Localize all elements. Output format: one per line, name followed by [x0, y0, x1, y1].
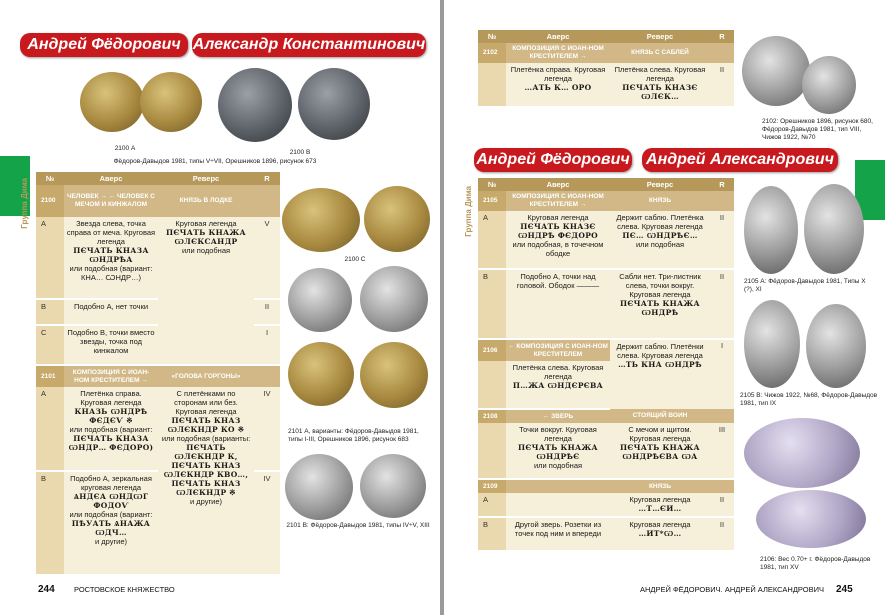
section-number: 2100: [36, 185, 64, 217]
caption-2105b: 2105 В: Чижов 1922, №68, Фёдоров-Давыдов 1981, тип IX: [740, 392, 878, 407]
header-no: №: [36, 172, 64, 185]
header-reverse: Реверс: [610, 178, 710, 191]
reverse-legend: ПЄЧАТЬ КНАЖА ѠЛЄКСАНДР: [166, 228, 246, 246]
reverse-legend: ПЄЧАТЬ КНАЗ ѠЛЄКНДР КО ※: [167, 416, 245, 434]
rarity: IV: [254, 471, 280, 575]
header-reverse: Реверс: [158, 172, 254, 185]
row-letter: А: [478, 493, 506, 517]
obverse-text: Подобно В, точки вместо звезды, точка под кинжалом: [64, 325, 158, 365]
banner-andrey-fedorovich: Андрей Фёдорович: [20, 33, 188, 57]
section-2106: [478, 339, 734, 361]
banner-aleksandr-konstantinovich: Александр Константинович: [192, 33, 426, 57]
row-letter: А: [478, 211, 506, 269]
table-row: [478, 517, 734, 551]
rarity: II: [710, 493, 734, 517]
row-letter: А: [36, 387, 64, 471]
table-row: [478, 269, 734, 339]
section-obverse: ← КОМПОЗИЦИЯ С ИОАН-НОМ КРЕСТИТЕЛЕМ: [506, 339, 610, 361]
obverse-legend: …АТЬ К… ОРО: [524, 83, 592, 92]
reverse-text: Круговая легенда: [629, 495, 691, 504]
coin-2106-obverse: [744, 418, 860, 488]
obverse-legend: ПЄЧАТЬ КНАЗА ѠНДРѢА: [73, 246, 149, 264]
row-letter: А: [36, 217, 64, 299]
section-number: 2105: [478, 191, 506, 211]
coin-2105a-obverse: [744, 186, 798, 274]
obverse-text: Подобно А, нет точки: [64, 299, 158, 325]
caption-2102: 2102: Орешников 1896, рисунок 680, Фёдоров-Давыдов 1981, тип VIII, Чижов 1922, №70: [762, 118, 873, 141]
coin-2105a-reverse: [804, 184, 864, 274]
obverse-legend-2: ПЄЧАТЬ КНАЗА ѠНДР… ФЄДОРО): [68, 434, 154, 452]
rarity: II: [254, 299, 280, 325]
coin-table-right: [478, 178, 734, 552]
section-reverse: КНЯЗЬ: [610, 479, 710, 493]
coin-table-top-right: [478, 30, 734, 108]
section-reverse: КНЯЗЬ С САБЛЕЙ: [610, 43, 710, 63]
caption-2100a-source: Фёдоров-Давыдов 1981, типы V÷VII, Орешников 1896, рисунок 673: [113, 158, 317, 165]
row-letter: С: [36, 325, 64, 365]
header-no: №: [478, 30, 506, 43]
table-header: [478, 178, 734, 191]
obverse-legend: ПЄЧАТЬ КНАЗЄ ѠНДРѢ ФЄДОРО: [517, 222, 599, 240]
caption-2106: 2106: Вес 0.70+ г. Фёдоров-Давыдов 1981, тип XV: [760, 556, 871, 571]
caption-2101a: 2101 А, варианты: Фёдоров-Давыдов 1981, типы I-III, Орешников 1896, рисунок 683: [288, 428, 419, 443]
rarity: II: [710, 517, 734, 551]
obverse-text: Подобно А, зеркальная круговая легенда: [70, 474, 152, 492]
reverse-legend-2: ПЄЧАТЬ ѠЛЄКНДР К, ПЄЧАТЬ КНАЗ ѠЛЄКНДР КВО…, ПЄЧАТЬ КНАЗ ѠЛЄКНДР ※: [163, 443, 249, 497]
reverse-text: Сабли нет. Три-листник слева, точки вокруг. Круговая легенда: [619, 272, 701, 299]
coin-2101a-v1-obverse: [288, 268, 352, 332]
section-2105: [478, 191, 734, 211]
rarity: I: [254, 325, 280, 365]
section-number: 2106: [478, 339, 506, 361]
reverse-legend: …ТЬ КНА ѠНДРѢ: [618, 360, 702, 369]
obverse-text: Плетёнка справа. Круговая легенда: [80, 389, 142, 407]
header-rarity: R: [710, 30, 734, 43]
reverse-legend: ПЄЧАТЬ КНАЗЄ ѠЛЄК…: [622, 83, 698, 101]
reverse-text: Круговая легенда: [629, 520, 691, 529]
group-label: Группа Дима: [20, 178, 29, 229]
reverse-text: Держит саблю. Плетёнка слева. Круговая легенда: [616, 213, 704, 231]
reverse-text: Круговая легенда: [175, 219, 237, 228]
obverse-text: Звезда слева, точка справа от меча. Круговая легенда: [66, 219, 156, 246]
caption-2100c: 2100 С: [344, 256, 366, 263]
rarity: IV: [254, 387, 280, 471]
coin-2100a-obverse: [80, 72, 144, 132]
section-number: 2102: [478, 43, 506, 63]
table-header: [478, 30, 734, 43]
reverse-legend: ПЄЧАТЬ КНАЖА ѠНДРѢЄВА ѠА: [620, 443, 700, 461]
coin-2101a-v1-reverse: [360, 266, 428, 332]
coin-2101a-v2-obverse: [288, 342, 354, 406]
coin-2105b-reverse: [806, 304, 866, 388]
section-2100: [36, 185, 280, 217]
reverse-text: С плетёнками по сторонам или без. Круговая легенда: [174, 389, 238, 416]
reverse-text-2: или подобная: [635, 240, 685, 249]
section-obverse: ← ЗВЕРЬ: [506, 409, 610, 423]
section-2101: [36, 365, 280, 387]
section-2109: [478, 479, 734, 493]
page-number-right: 245: [836, 584, 853, 595]
right-page: [444, 0, 885, 615]
caption-2100a: 2100 А: [114, 145, 136, 152]
coin-2106-reverse: [756, 490, 866, 548]
header-obverse: Аверс: [506, 178, 610, 191]
caption-2101b: 2101 В: Фёдоров-Давыдов 1981, типы IV÷V, XIII: [286, 522, 430, 529]
left-page: [0, 0, 440, 615]
table-row: [478, 493, 734, 517]
obverse-text-2: или подобная: [533, 461, 583, 470]
row-letter: В: [36, 299, 64, 325]
coin-2100b-reverse: [298, 68, 370, 140]
obverse-text-3: и другие): [94, 537, 128, 546]
obverse-legend: ПЄЧАТЬ КНАЖА ѠНДРѢЄ: [518, 443, 598, 461]
table-row: [478, 63, 734, 107]
table-row: [478, 423, 734, 479]
header-rarity: R: [254, 172, 280, 185]
reverse-legend: …ИТ*Ѡ…: [638, 529, 682, 538]
obverse-text: Другой зверь. Розетки из точек под ним и впереди: [506, 517, 610, 551]
rarity: V: [254, 217, 280, 299]
header-obverse: Аверс: [64, 172, 158, 185]
reverse-text: Держит саблю. Плетёнки слева. Круговая легенда: [616, 342, 704, 360]
obverse-legend: ѦНДЄА ѠНДѠГ ФОДОѴ: [73, 492, 149, 510]
obverse-text-2: или подобная (вариант: КНА… ѠНДР…): [69, 264, 153, 282]
table-header: [36, 172, 280, 185]
table-row: [36, 387, 280, 471]
row-letter: В: [478, 269, 506, 339]
rarity: II: [710, 211, 734, 269]
reverse-text-2: или подобная (варианты:: [161, 434, 251, 443]
reverse-legend: …Т…ЄИ…: [638, 504, 682, 513]
rarity: II: [710, 63, 734, 107]
group-label-right: Группа Дима: [464, 186, 473, 237]
reverse-text-3: и другие): [189, 497, 223, 506]
reverse-legend: ПЄЧАТЬ КНАЖА ѠНДРѢ: [620, 299, 700, 317]
reverse-text-2: или подобная: [181, 246, 231, 255]
section-2108: [478, 409, 734, 423]
obverse-text: Плетёнка слева. Круговая легенда: [512, 363, 604, 381]
banner-andrey-fedorovich-right: Андрей Фёдорович: [474, 148, 632, 172]
obverse-text: Подобно А, точки над головой. Ободок ———: [506, 269, 610, 339]
obverse-text: Точки вокруг. Круговая легенда: [519, 425, 597, 443]
obverse-text-2: или подобная (вариант:: [69, 510, 153, 519]
table-row: [478, 211, 734, 269]
section-number: 2101: [36, 365, 64, 387]
section-reverse: КНЯЗЬ В ЛОДКЕ: [158, 185, 254, 217]
coin-2100a-reverse: [140, 72, 202, 132]
table-row: [36, 217, 280, 299]
coin-2100c-obverse: [282, 188, 360, 252]
obverse-legend-2: ПѢУАТЬ ѦНАЖА ѠДЧ…: [71, 519, 151, 537]
section-number: 2109: [478, 479, 506, 493]
rarity: II: [710, 269, 734, 339]
coin-2101a-v2-reverse: [360, 342, 428, 408]
rarity: I: [710, 339, 734, 409]
header-rarity: R: [710, 178, 734, 191]
footer-right: АНДРЕЙ ФЁДОРОВИЧ. АНДРЕЙ АЛЕКСАНДРОВИЧ: [640, 585, 824, 594]
caption-2100b: 2100 В: [289, 149, 311, 156]
caption-2105a: 2105 А: Фёдоров-Давыдов 1981, Типы X (?), XI: [744, 278, 866, 293]
section-obverse: ЧЕЛОВЕК → ← ЧЕЛОВЕК С МЕЧОМ И КИНЖАЛОМ: [64, 185, 158, 217]
row-letter: В: [36, 471, 64, 575]
coin-2102-reverse: [802, 56, 856, 114]
header-obverse: Аверс: [506, 30, 610, 43]
obverse-text-2: или подобная (вариант:: [69, 425, 153, 434]
section-reverse: КНЯЗЬ: [610, 191, 710, 211]
section-reverse: «ГОЛОВА ГОРГОНЫ»: [158, 365, 254, 387]
obverse-legend: П…ЖА ѠНДЄРЄВА: [512, 381, 604, 390]
obverse-text: Плетёнка справа. Круговая легенда: [510, 65, 606, 83]
banner-andrey-aleksandrovich: Андрей Александрович: [642, 148, 838, 172]
footer-left: РОСТОВСКОЕ КНЯЖЕСТВО: [74, 585, 175, 594]
obverse-text: Круговая легенда: [527, 213, 589, 222]
obverse-legend: КНАЗЬ ѠНДРѢ ФЄДЄѴ ※: [74, 407, 148, 425]
coin-2105b-obverse: [744, 300, 800, 388]
row-letter: В: [478, 517, 506, 551]
coin-2102-obverse: [742, 36, 810, 106]
reverse-legend: ПЄ… ѠНДРѢЄ…: [622, 231, 698, 240]
section-2102: [478, 43, 734, 63]
header-reverse: Реверс: [610, 30, 710, 43]
reverse-text: Плетёнка слева. Круговая легенда: [614, 65, 706, 83]
section-obverse: КОМПОЗИЦИЯ С ИОАН-НОМ КРЕСТИТЕЛЕМ →: [64, 365, 158, 387]
page-number-left: 244: [38, 584, 55, 595]
coin-table-left: [36, 172, 280, 576]
coin-2100b-obverse: [218, 68, 292, 142]
header-no: №: [478, 178, 506, 191]
coin-2100c-reverse: [364, 186, 430, 252]
section-number: 2108: [478, 409, 506, 423]
coin-2101b-reverse: [360, 454, 426, 518]
rarity: III: [710, 423, 734, 479]
coin-2101b-obverse: [285, 454, 353, 520]
obverse-text-2: или подобная, в точечном ободке: [512, 240, 604, 258]
section-obverse: КОМПОЗИЦИЯ С ИОАН-НОМ КРЕСТИТЕЛЕМ →: [506, 43, 610, 63]
section-reverse: СТОЯЩИЙ ВОИН: [610, 409, 710, 423]
section-obverse: КОМПОЗИЦИЯ С ИОАН-НОМ КРЕСТИТЕЛЕМ →: [506, 191, 610, 211]
reverse-text: С мечом и щитом. Круговая легенда: [628, 425, 692, 443]
